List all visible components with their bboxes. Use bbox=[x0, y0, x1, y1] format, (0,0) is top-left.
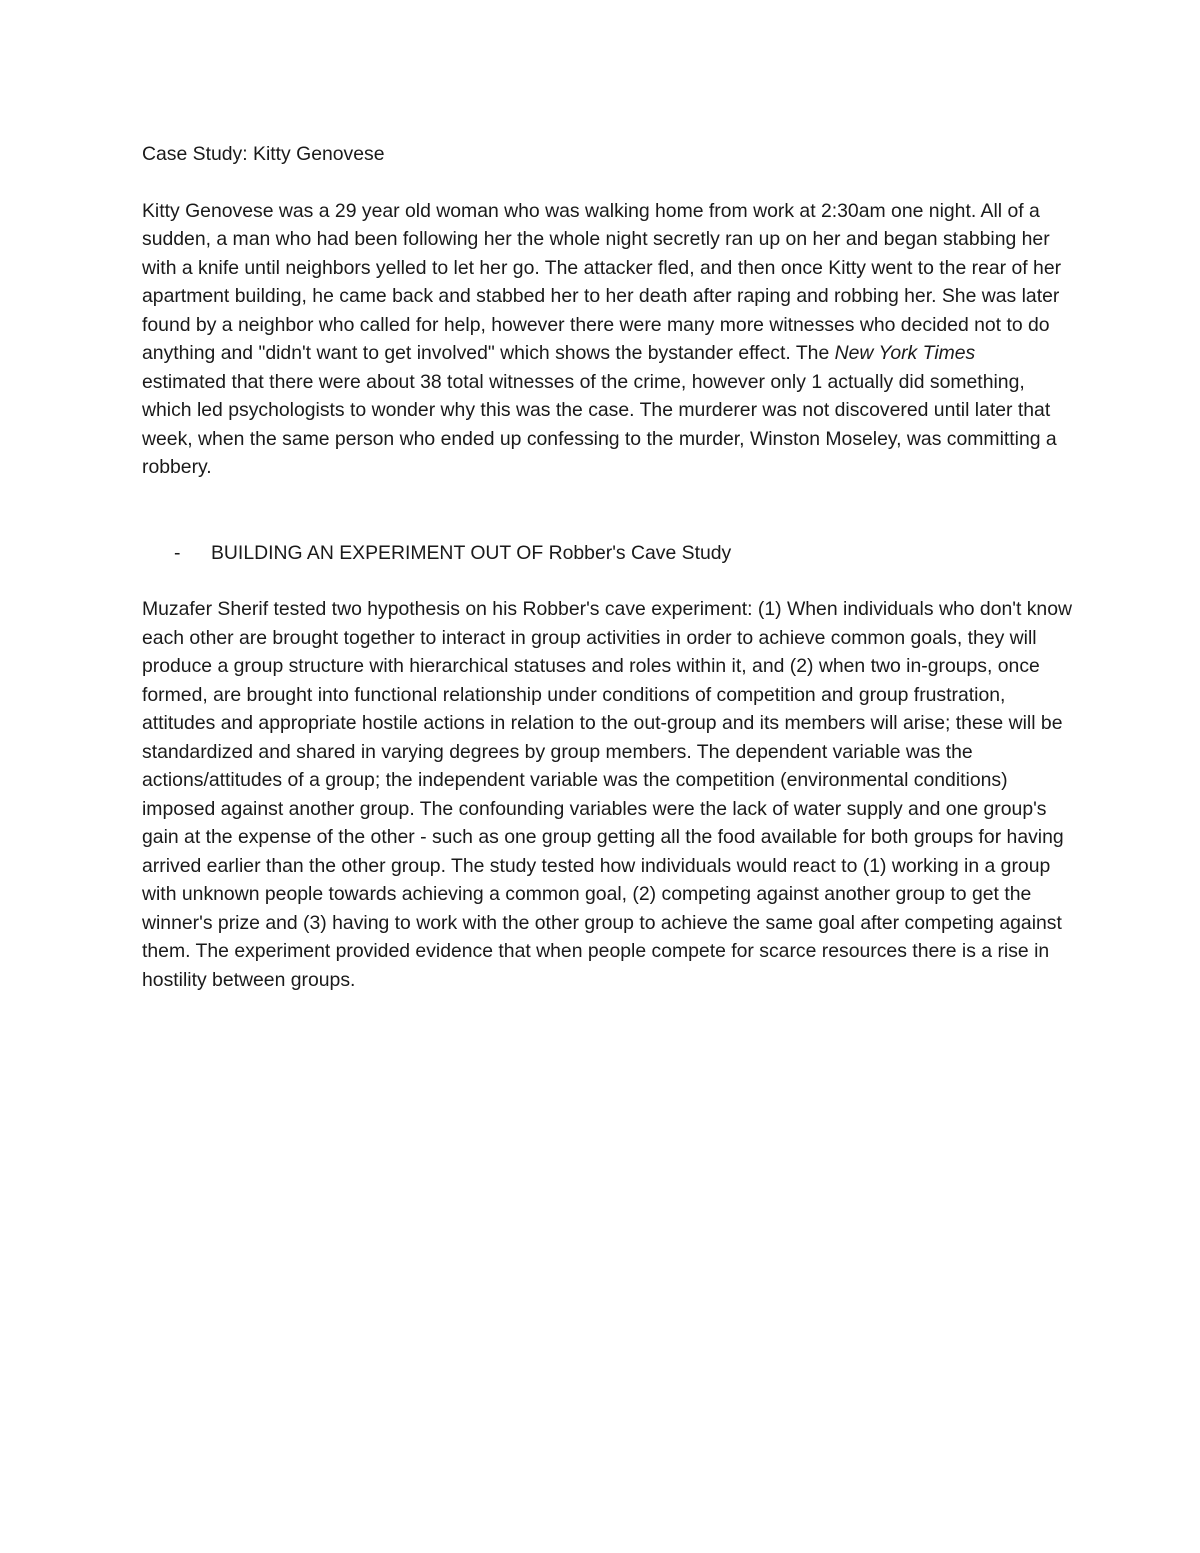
document-page bbox=[142, 140, 1072, 994]
dash-bullet-icon: - bbox=[174, 541, 181, 564]
paragraph-text-start: Kitty Genovese was a 29 year old woman who was walking home from work at 2:30am one night. All of a sudden, a man who had been following her the whole night secretly ran up on her and began stabbing her with a knife until neighbors yelled to let her go. The attacker fled, and then once Kitty went to the rear of her apartment building, he came back and stabbed her to her death after raping and robbing her. She was later found by a neighbor who called for help, however there were many more witnesses who decided not to do anything and "didn't want to get involved" which shows the bystander effect. The bbox=[142, 199, 1062, 364]
section-heading: BUILDING AN EXPERIMENT OUT OF Robber's Cave Study bbox=[211, 541, 732, 564]
newspaper-name: New York Times bbox=[834, 342, 976, 364]
paragraph-text-end: estimated that there were about 38 total witnesses of the crime, however only 1 actually did something, which led psychologists to wonder why this was the case. The murderer was not discovered until later that week, when the same person who ended up confessing to the murder, Winston Moseley, was committing a robbery. bbox=[142, 370, 1057, 478]
list-item bbox=[142, 539, 1072, 568]
document-title: Case Study: Kitty Genovese bbox=[142, 143, 385, 165]
experiment-paragraph: Muzafer Sherif tested two hypothesis on his Robber's cave experiment: (1) When individuals who don't know each other are brought together to interact in group activities in order to achieve common goals, they will produce a group structure with hierarchical statuses and roles within it, and (2) when two in-groups, once formed, are brought into functional relationship under conditions of competition and group frustration, attitudes and appropriate hostile actions in relation to the out-group and its members will arise; these will be standardized and shared in varying degrees by group members. The dependent variable was the actions/attitudes of a group; the independent variable was the competition (environmental conditions) imposed against another group. The confounding variables were the lack of water supply and one group's gain at the expense of the other - such as one group getting all the food available for both groups for having arrived earlier than the other group. The study tested how individuals would react to (1) working in a group with unknown people towards achieving a common goal, (2) competing against another group to get the winner's prize and (3) having to work with the other group to achieve the same goal after competing against them. The experiment provided evidence that when people compete for scarce resources there is a rise in hostility between groups. bbox=[142, 598, 1073, 991]
case-study-paragraph bbox=[142, 197, 1062, 482]
